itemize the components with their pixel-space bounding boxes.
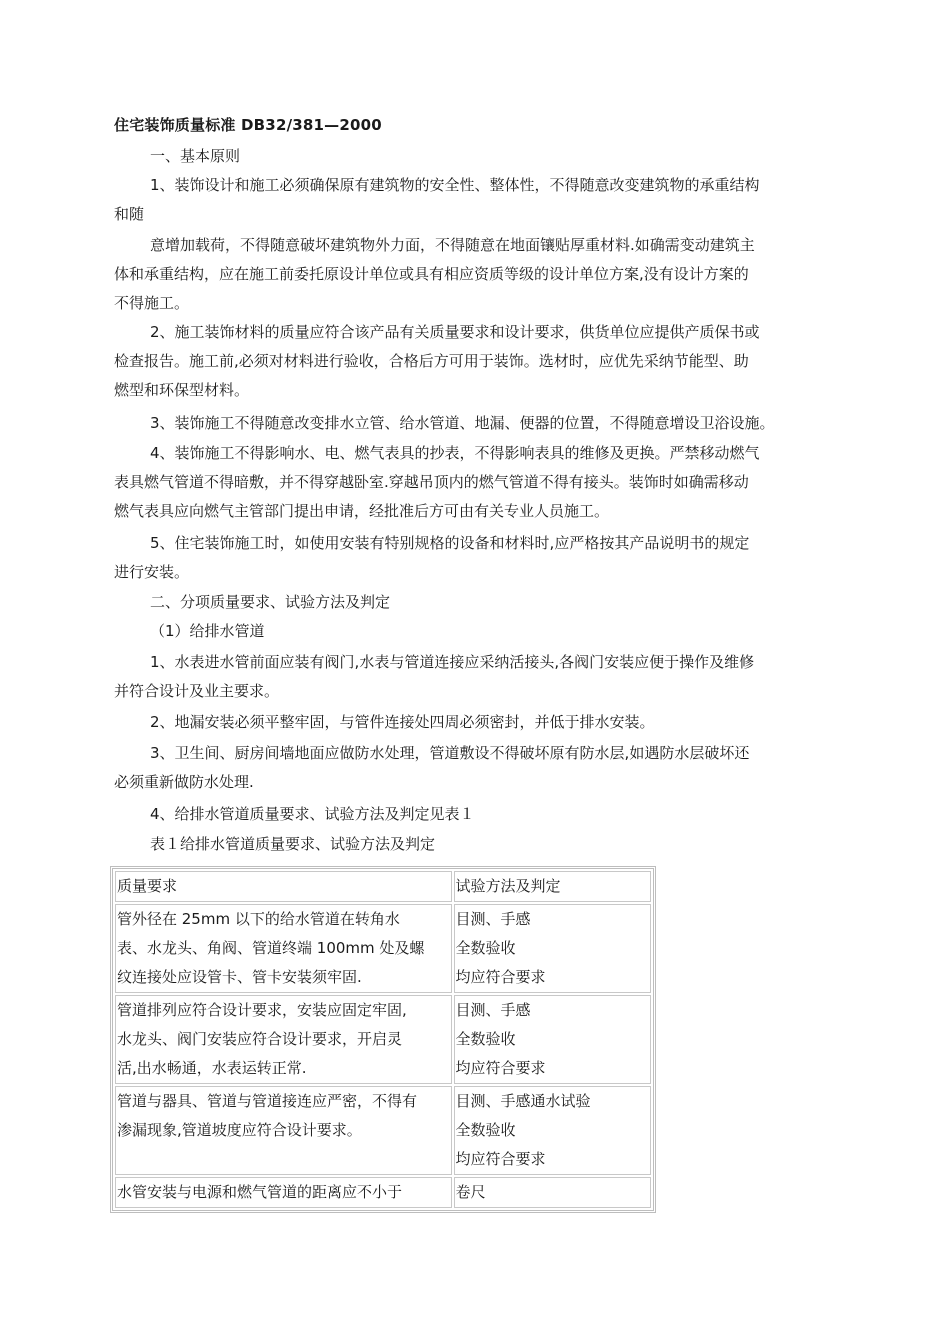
header-text: 试验方法及判定 [455, 877, 561, 895]
paragraph-line: 检查报告。施工前,必须对材料进行验收，合格后方可用于装饰。选材时，应优先采纳节能型、助 [114, 352, 749, 370]
table-row [115, 995, 651, 1084]
cell-line: 均应符合要求 [455, 1150, 546, 1168]
paragraph-line: 不得施工。 [114, 294, 190, 312]
paragraph-line: 1、装饰设计和施工必须确保原有建筑物的安全性、整体性，不得随意改变建筑物的承重结构 [150, 176, 760, 194]
paragraph-line: 4、装饰施工不得影响水、电、燃气表具的抄表，不得影响表具的维修及更换。严禁移动燃气 [150, 444, 760, 462]
cell-line: 全数验收 [455, 1121, 516, 1139]
table-header-cell [454, 871, 651, 902]
section-heading-quality [114, 588, 834, 617]
paragraph-line: 1、水表进水管前面应装有阀门,水表与管道连接应采纳活接头,各阀门安装应便于操作及维修 [150, 653, 755, 671]
cell-line: 全数验收 [455, 1030, 516, 1048]
cell-line: 全数验收 [455, 939, 516, 957]
cell-line: 水龙头、阀门安装应符合设计要求，开启灵 [117, 1030, 403, 1048]
subsection-heading-text: （1）给排水管道 [150, 622, 265, 640]
table-caption-text: 表１给排水管道质量要求、试验方法及判定 [150, 835, 436, 853]
section-heading-basic-principles [114, 142, 834, 171]
table-cell-requirement [115, 1086, 452, 1175]
paragraph-line: 2、地漏安装必须平整牢固，与管件连接处四周必须密封，并低于排水安装。 [150, 713, 655, 731]
cell-line: 均应符合要求 [455, 968, 546, 986]
table-cell-method [454, 1086, 651, 1175]
cell-line: 纹连接处应设管卡、管卡安装须牢固. [117, 968, 362, 986]
document-title: 住宅装饰质量标准 DB32/381—2000 [114, 116, 382, 134]
paragraph-1-continued [114, 231, 834, 318]
table-row [115, 1086, 651, 1175]
paragraph-line: 燃型和环保型材料。 [114, 381, 250, 399]
paragraph-line: 并符合设计及业主要求。 [114, 682, 280, 700]
paragraph-line: 表具燃气管道不得暗敷，并不得穿越卧室.穿越吊顶内的燃气管道不得有接头。装饰时如确需移动 [114, 473, 749, 491]
paragraph-line: 必须重新做防水处理. [114, 773, 254, 791]
paragraph-line: 2、施工装饰材料的质量应符合该产品有关质量要求和设计要求，供货单位应提供产质保书或 [150, 323, 760, 341]
table-caption [114, 830, 834, 859]
cell-line: 管道排列应符合设计要求，安装应固定牢固, [117, 1001, 407, 1019]
header-text: 质量要求 [117, 877, 178, 895]
cell-line: 水管安装与电源和燃气管道的距离应不小于 [117, 1183, 403, 1201]
plumbing-item-1 [114, 648, 834, 706]
table-header-cell [115, 871, 452, 902]
paragraph-line: 燃气表具应向燃气主管部门提出申请，经批准后方可由有关专业人员施工。 [114, 502, 610, 520]
plumbing-item-2 [114, 708, 834, 737]
paragraph-line: 进行安装。 [114, 563, 190, 581]
paragraph-5 [114, 529, 834, 587]
cell-line: 管道与器具、管道与管道接连应严密，不得有 [117, 1092, 418, 1110]
cell-line: 渗漏现象,管道坡度应符合设计要求。 [117, 1121, 362, 1139]
cell-line: 表、水龙头、角阀、管道终端 100mm 处及螺 [117, 939, 425, 957]
table-header-row [115, 871, 651, 902]
paragraph-1 [114, 171, 834, 229]
table-cell-method [454, 1177, 651, 1208]
plumbing-item-4 [114, 800, 834, 829]
table-cell-method [454, 904, 651, 993]
paragraph-line: 3、装饰施工不得随意改变排水立管、给水管道、地漏、便器的位置，不得随意增设卫浴设施。 [150, 414, 775, 432]
paragraph-line: 4、给排水管道质量要求、试验方法及判定见表１ [150, 805, 475, 823]
table-cell-requirement [115, 904, 452, 993]
paragraph-line: 体和承重结构，应在施工前委托原设计单位或具有相应资质等级的设计单位方案,没有设计方案的 [114, 265, 749, 283]
cell-line: 目测、手感 [455, 1001, 531, 1019]
table-cell-requirement [115, 995, 452, 1084]
table-row [115, 1177, 651, 1208]
plumbing-item-3 [114, 739, 834, 797]
section-heading-text: 一、基本原则 [150, 147, 241, 165]
table-row [115, 904, 651, 993]
paragraph-line: 和随 [114, 205, 145, 223]
cell-line: 管外径在 25mm 以下的给水管道在转角水 [117, 910, 400, 928]
paragraph-3 [114, 409, 834, 438]
table-cell-requirement [115, 1177, 452, 1208]
cell-line: 卷尺 [455, 1183, 486, 1201]
paragraph-line: 意增加载荷，不得随意破坏建筑物外力面，不得随意在地面镶贴厚重材料.如确需变动建筑主 [150, 236, 755, 254]
paragraph-line: 3、卫生间、厨房间墙地面应做防水处理，管道敷设不得破坏原有防水层,如遇防水层破坏还 [150, 744, 750, 762]
cell-line: 均应符合要求 [455, 1059, 546, 1077]
paragraph-2 [114, 318, 834, 405]
paragraph-4 [114, 439, 834, 526]
cell-line: 目测、手感通水试验 [455, 1092, 591, 1110]
section-heading-text: 二、分项质量要求、试验方法及判定 [150, 593, 391, 611]
quality-table [110, 866, 656, 1213]
table-cell-method [454, 995, 651, 1084]
paragraph-line: 5、住宅装饰施工时，如使用安装有特别规格的设备和材料时,应严格按其产品说明书的规定 [150, 534, 750, 552]
cell-line: 活,出水畅通，水表运转正常. [117, 1059, 307, 1077]
cell-line: 目测、手感 [455, 910, 531, 928]
subsection-heading-plumbing [114, 617, 834, 646]
